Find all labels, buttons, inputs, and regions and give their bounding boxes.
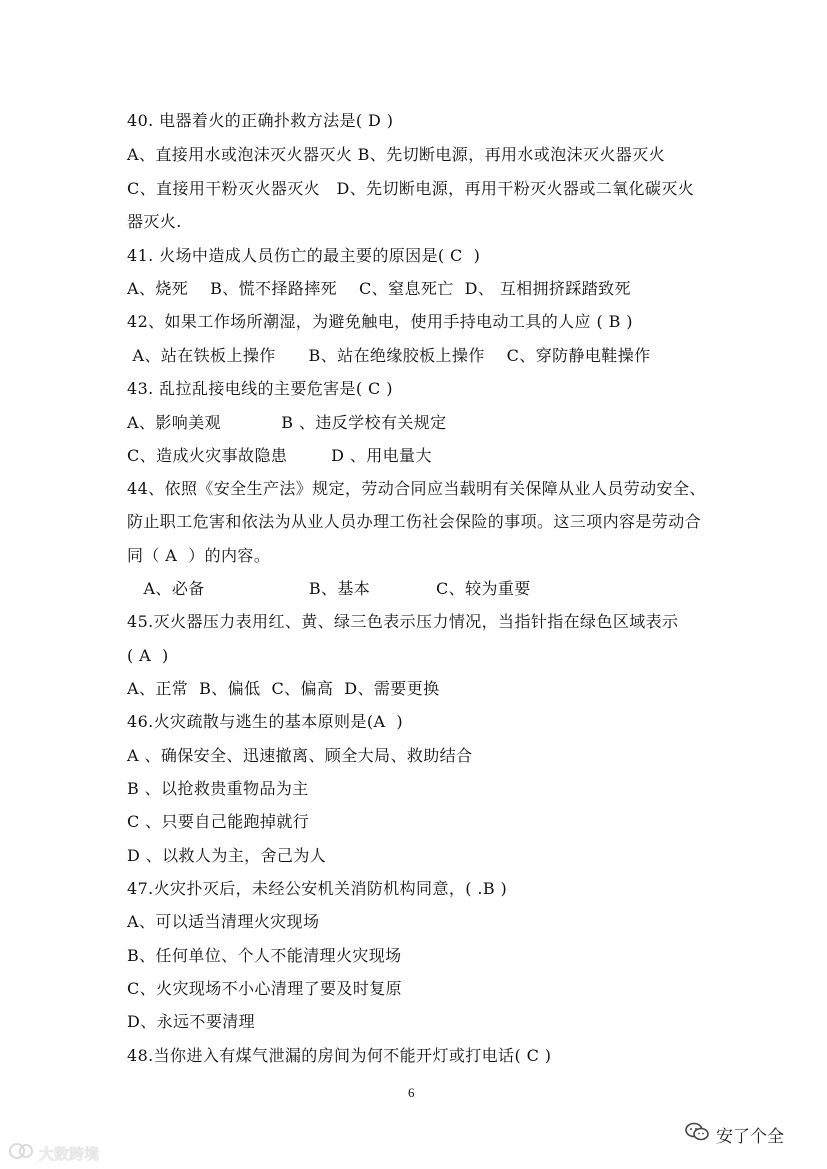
question-41-options: A、烧死 B、慌不择路摔死 C、窒息死亡 D、 互相拥挤踩踏致死 (127, 279, 631, 298)
question-48: 48.当你进入有煤气泄漏的房间为何不能开灯或打电话( C ) (127, 1046, 552, 1065)
watermark-left (8, 1142, 99, 1164)
question-45-answer: ( A ) (127, 646, 169, 665)
question-40-options-a-b: A、直接用水或泡沫灭火器灭火 B、先切断电源，再用水或泡沫灭火器灭火 (127, 145, 665, 164)
question-44-options: A、必备 B、基本 C、较为重要 (127, 579, 531, 598)
question-46-option-b: B 、以抢救贵重物品为主 (127, 779, 309, 798)
question-42-options: A、站在铁板上操作 B、站在绝缘胶板上操作 C、穿防静电鞋操作 (127, 346, 651, 365)
watermark-right (684, 1121, 784, 1147)
question-47-option-c: C、火灾现场不小心清理了要及时复原 (127, 979, 403, 998)
question-42: 42、如果工作场所潮湿，为避免触电，使用手持电动工具的人应 ( B ) (127, 312, 633, 331)
question-40-options-c-d: C、直接用干粉灭火器灭火 D、先切断电源，再用干粉灭火器或二氧化碳灭火 (127, 179, 695, 198)
question-47: 47.火灾扑灭后，未经公安机关消防机构同意，( .B ) (127, 879, 508, 898)
question-43: 43. 乱拉乱接电线的主要危害是( C ) (127, 379, 393, 398)
question-45: 45.灭火器压力表用红、黄、绿三色表示压力情况，当指针指在绿色区域表示 (127, 612, 679, 631)
watermark-left-text: 大数跨境 (39, 1144, 100, 1163)
question-43-options-c-d: C、造成火灾事故隐患 D 、用电量大 (127, 446, 432, 465)
question-46-option-a: A 、确保安全、迅速撤离、顾全大局、救助结合 (127, 746, 473, 765)
question-43-options-a-b: A、影响美观 B 、违反学校有关规定 (127, 413, 447, 432)
question-40-options-d-cont: 器灭火. (127, 212, 182, 231)
question-45-options: A、正常 B、偏低 C、偏高 D、需要更换 (127, 679, 440, 698)
question-44-line-1: 44、依照《安全生产法》规定，劳动合同应当载明有关保障从业人员劳动安全、 (127, 479, 706, 498)
page-number: 6 (408, 1085, 415, 1100)
watermark-right-text: 安了个全 (716, 1126, 784, 1147)
question-46-option-d: D 、以救人为主，舍己为人 (127, 846, 327, 865)
question-46-option-c: C 、只要自己能跑掉就行 (127, 812, 310, 831)
watermark-logo-icon (8, 1142, 34, 1164)
question-44-line-3: 同（ A ）的内容。 (127, 546, 271, 565)
question-41: 41. 火场中造成人员伤亡的最主要的原因是( C ) (127, 246, 481, 265)
question-47-option-a: A、可以适当清理火灾现场 (127, 912, 320, 931)
wechat-icon (684, 1121, 710, 1147)
question-44-line-2: 防止职工危害和依法为从业人员办理工伤社会保险的事项。这三项内容是劳动合 (127, 512, 702, 531)
question-47-option-b: B、任何单位、个人不能清理火灾现场 (127, 946, 402, 965)
question-40: 40. 电器着火的正确扑救方法是( D ) (127, 111, 394, 130)
question-46: 46.火灾疏散与逃生的基本原则是(A ) (127, 712, 404, 731)
question-47-option-d: D、永远不要清理 (127, 1012, 256, 1031)
